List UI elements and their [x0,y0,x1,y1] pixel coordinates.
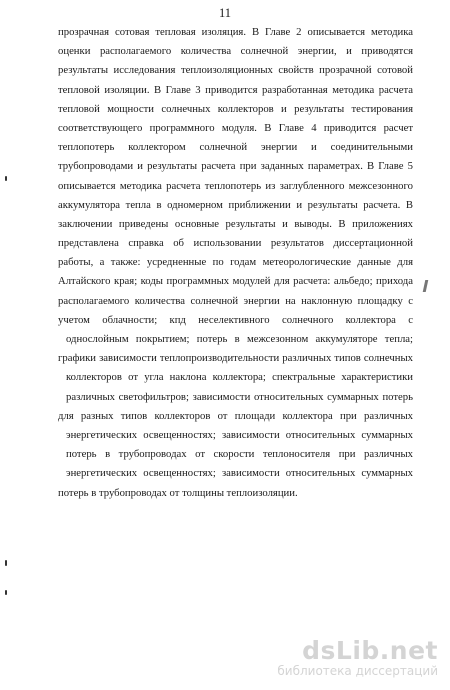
text-line: результаты исследования теплоизоляционных свойств прозрачной сотовой [58,64,413,77]
text-line: оценки располагаемого количества солнечной энергии, и приводятся [58,45,413,58]
watermark-caption: библиотека диссертаций [277,664,438,678]
body-text [58,23,413,503]
text-line: прозрачная сотовая тепловая изоляция. В Главе 2 описывается методика [58,26,413,38]
text-line: для разных типов коллекторов от площади коллектора при различных [58,409,413,422]
text-line: графики зависимости теплопроизводительности различных типов солнечных [58,352,413,365]
text-line: энергетических освещенностях; зависимости относительных суммарных [66,428,413,441]
text-line: трубопроводами и результаты расчета при заданных параметрах. В Главе 5 [58,160,413,173]
scan-margin-mark [5,590,7,595]
text-line: учетом облачности; кпд неселективного солнечного коллектора с [58,313,413,326]
text-line: располагаемого количества солнечной энергии на наклонную площадку с [58,294,413,307]
text-line: коллекторов от угла наклона коллектора; спектральные характеристики [66,371,413,384]
scan-margin-mark [5,176,7,181]
page-number: 11 [218,6,232,20]
text-line: работы, а также: усредненные по годам метеорологические данные для [58,256,413,269]
text-line: однослойным покрытием; потерь в межсезонном аккумуляторе тепла; [66,333,413,345]
text-line: теплопотерь коллектором солнечной энергии и соединительными [58,141,413,154]
text-line: различных светофильтров; зависимости относительных суммарных потерь [66,390,413,403]
text-line: Алтайского края; коды программных модулей для расчета: альбедо; прихода [58,275,413,288]
text-line: тепловой изоляции. В Главе 3 приводится разработанная методика расчета [58,83,413,96]
text-line: тепловой мощности солнечных коллекторов и результаты тестирования [58,102,413,115]
scan-margin-mark [5,560,7,566]
text-line: аккумулятора тепла в одномерном приближении и результаты расчета. В [58,198,413,211]
pen-stroke-mark [423,280,429,292]
watermark [277,637,438,678]
text-line: представлена справка об использовании результатов диссертационной [58,237,413,250]
text-line: описывается методика расчета теплопотерь из заглубленного межсезонного [58,179,413,192]
watermark-logo: dsLib.net [302,636,438,665]
text-line: заключении приведены основные результаты и выводы. В приложениях [58,217,413,230]
text-line: энергетических освещенностях; зависимости относительных суммарных [66,467,413,480]
text-line: потерь в трубопроводах от толщины теплоизоляции. [58,486,298,499]
text-line: соответствующего программного модуля. В Главе 4 приводится расчет [58,121,413,134]
text-line: потерь в трубопроводах от скорости теплоносителя при различных [66,448,413,461]
